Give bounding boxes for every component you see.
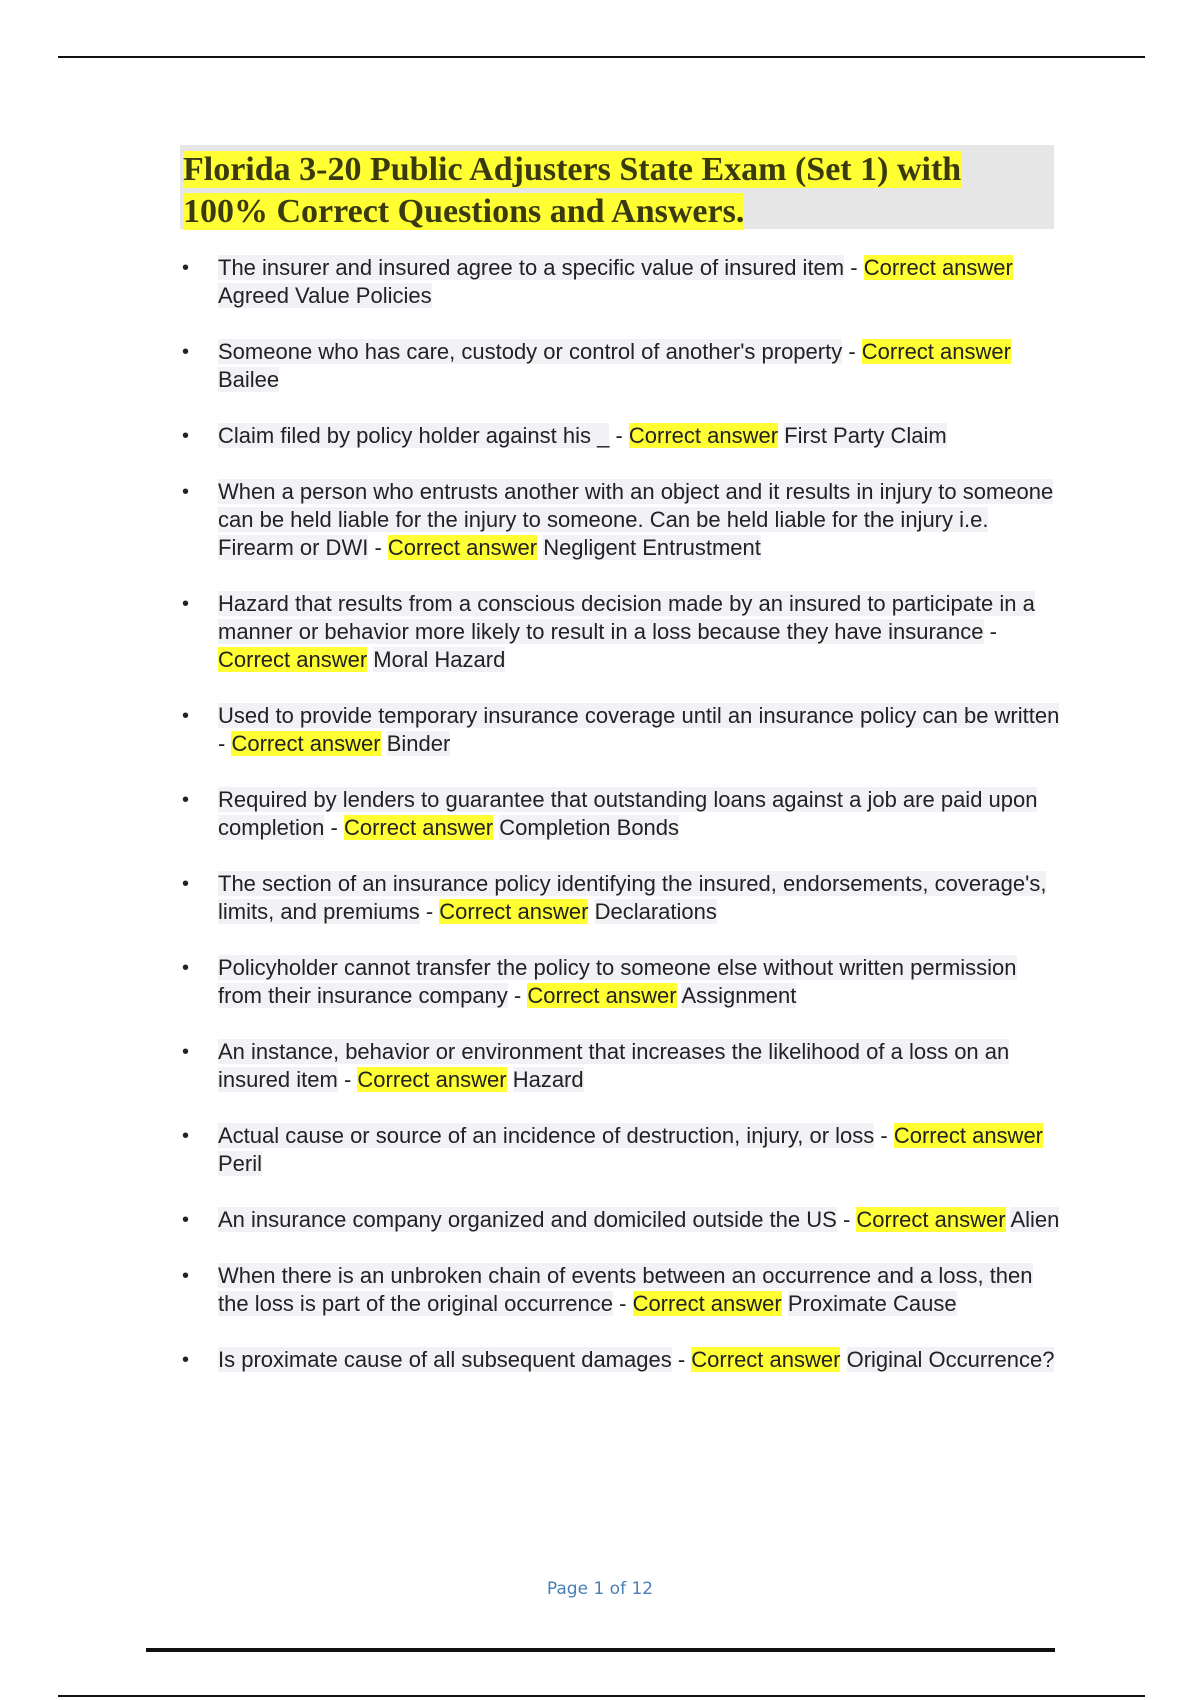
top-rule — [58, 56, 1145, 58]
bullet-icon: • — [182, 593, 190, 615]
question-text: Someone who has care, custody or control of another's property — [218, 339, 843, 364]
bullet-icon: • — [182, 705, 190, 727]
correct-answer-label: Correct answer — [863, 255, 1013, 280]
question-text: Hazard that results from a conscious decision made by an insured to participate in a manner or behavior more likely to result in a loss because they have insurance — [218, 591, 1035, 644]
bullet-icon: • — [182, 425, 190, 447]
bullet-icon: • — [182, 789, 190, 811]
question-text: Policyholder cannot transfer the policy to someone else without written permission from their insurance company — [218, 955, 1017, 1008]
question-text: Claim filed by policy holder against his _ — [218, 423, 610, 448]
correct-answer-label: Correct answer — [357, 1067, 507, 1092]
correct-answer-label: Correct answer — [527, 983, 677, 1008]
list-item — [180, 1262, 1060, 1318]
question-text: When there is an unbroken chain of events between an occurrence and a loss, then the loss is part of the original occurrence — [218, 1263, 1033, 1316]
correct-answer-label: Correct answer — [439, 899, 589, 924]
correct-answer-label: Correct answer — [632, 1291, 782, 1316]
answer-text: Assignment — [681, 983, 797, 1008]
question-text: Actual cause or source of an incidence of destruction, injury, or loss — [218, 1123, 875, 1148]
answer-text: Peril — [218, 1151, 263, 1176]
bullet-icon: • — [182, 1041, 190, 1063]
answer-text: Completion Bonds — [499, 815, 680, 840]
separator: - — [513, 983, 522, 1008]
question-text: An insurance company organized and domiciled outside the US — [218, 1207, 837, 1232]
separator: - — [850, 255, 858, 280]
answer-text: Binder — [386, 731, 451, 756]
answer-text: First Party Claim — [784, 423, 947, 448]
page-number: Page 1 of 12 — [546, 1579, 654, 1599]
list-item — [180, 786, 1060, 842]
bullet-icon: • — [182, 341, 190, 363]
bullet-icon: • — [182, 257, 190, 279]
list-item — [180, 954, 1060, 1010]
bullet-icon: • — [182, 1349, 190, 1371]
correct-answer-label: Correct answer — [893, 1123, 1043, 1148]
separator: - — [425, 899, 434, 924]
question-answer-list — [180, 254, 1060, 1402]
separator: - — [842, 1207, 851, 1232]
answer-text: Alien — [1010, 1207, 1060, 1232]
question-text: Used to provide temporary insurance coverage until an insurance policy can be written — [218, 703, 1060, 728]
bullet-icon: • — [182, 1125, 190, 1147]
bottom-rule — [58, 1695, 1145, 1697]
document-title — [180, 145, 1054, 233]
list-item — [180, 1122, 1060, 1178]
list-item — [180, 254, 1060, 310]
title-line-1: Florida 3-20 Public Adjusters State Exam (Set 1) with — [183, 151, 962, 188]
bullet-icon: • — [182, 957, 190, 979]
correct-answer-label: Correct answer — [691, 1347, 841, 1372]
separator: - — [374, 535, 382, 560]
list-item — [180, 478, 1060, 562]
list-item — [180, 870, 1060, 926]
bullet-icon: • — [182, 873, 190, 895]
answer-text: Hazard — [512, 1067, 584, 1092]
correct-answer-label: Correct answer — [628, 423, 779, 448]
list-item — [180, 1206, 1060, 1234]
question-text: When a person who entrusts another with an object and it results in injury to someone can be held liable for the injury to someone. Can be held liable for the injury i.e. Firearm or DWI — [218, 479, 1054, 560]
correct-answer-label: Correct answer — [231, 731, 381, 756]
list-item — [180, 702, 1060, 758]
list-item — [180, 338, 1060, 394]
separator: - — [619, 1291, 627, 1316]
separator: - — [330, 815, 338, 840]
separator: - — [343, 1067, 352, 1092]
correct-answer-label: Correct answer — [387, 535, 538, 560]
bullet-icon: • — [182, 481, 190, 503]
question-text: Required by lenders to guarantee that outstanding loans against a job are paid upon completion — [218, 787, 1038, 840]
separator: - — [615, 423, 623, 448]
title-line-2: 100% Correct Questions and Answers. — [183, 193, 745, 230]
footer-rule — [146, 1648, 1055, 1652]
correct-answer-label: Correct answer — [218, 647, 368, 672]
correct-answer-label: Correct answer — [343, 815, 494, 840]
bullet-icon: • — [182, 1265, 190, 1287]
answer-text: Proximate Cause — [787, 1291, 957, 1316]
separator: - — [218, 731, 226, 756]
separator: - — [989, 619, 997, 644]
answer-text: Negligent Entrustment — [543, 535, 761, 560]
bullet-icon: • — [182, 1209, 190, 1231]
separator: - — [677, 1347, 686, 1372]
separator: - — [848, 339, 856, 364]
list-item — [180, 590, 1060, 674]
answer-text: Original Occurrence? — [846, 1347, 1055, 1372]
title-block — [180, 145, 1054, 229]
separator: - — [880, 1123, 888, 1148]
answer-text: Moral Hazard — [373, 647, 506, 672]
question-text: The insurer and insured agree to a specific value of insured item — [218, 255, 845, 280]
answer-text: Declarations — [594, 899, 717, 924]
correct-answer-label: Correct answer — [856, 1207, 1006, 1232]
list-item — [180, 1038, 1060, 1094]
question-text: The section of an insurance policy identifying the insured, endorsements, coverage's, limits, and premiums — [218, 871, 1047, 924]
list-item — [180, 422, 1060, 450]
correct-answer-label: Correct answer — [861, 339, 1011, 364]
question-text: Is proximate cause of all subsequent damages — [218, 1347, 672, 1372]
list-item — [180, 1346, 1060, 1374]
question-text: An instance, behavior or environment that increases the likelihood of a loss on an insured item — [218, 1039, 1010, 1092]
answer-text: Bailee — [218, 367, 280, 392]
answer-text: Agreed Value Policies — [218, 283, 432, 308]
